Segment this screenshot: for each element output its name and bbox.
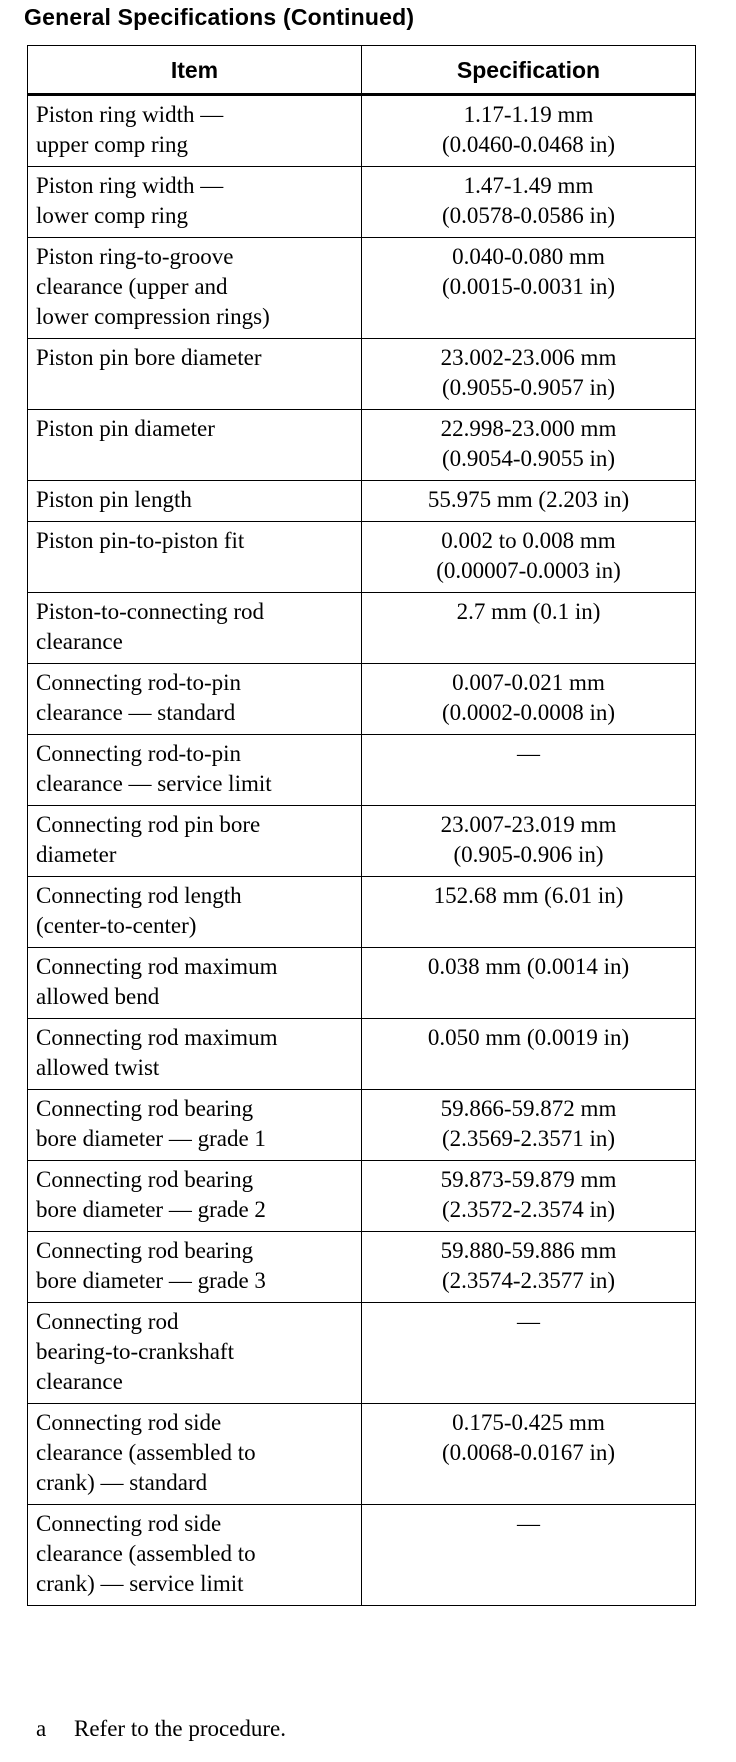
item-cell [28, 339, 362, 410]
specification-line: (0.0002-0.0008 in) [441, 700, 616, 725]
item-line: allowed bend [36, 984, 160, 1009]
specification-line: 0.040-0.080 mm [452, 244, 605, 269]
specification-line: 23.007-23.019 mm [440, 812, 617, 837]
specification-line: (0.9054-0.9055 in) [441, 446, 616, 471]
item-cell [28, 167, 362, 238]
specification-line: (0.0578-0.0586 in) [441, 203, 616, 228]
specification-line: 2.7 mm (0.1 in) [456, 599, 601, 624]
specification-cell [362, 522, 696, 593]
item-cell [28, 1232, 362, 1303]
specification-line: (0.0068-0.0167 in) [441, 1440, 616, 1465]
item-line: clearance — standard [36, 700, 236, 725]
specification-line: — [517, 741, 540, 766]
specification-cell [362, 948, 696, 1019]
item-line: Piston pin length [36, 487, 192, 512]
item-line: bore diameter — grade 1 [36, 1126, 266, 1151]
item-line: Piston-to-connecting rod [36, 599, 265, 624]
item-cell [28, 238, 362, 339]
table-row [28, 1303, 696, 1404]
item-line: Connecting rod pin bore [36, 812, 261, 837]
item-line: (center-to-center) [36, 913, 197, 938]
table-row [28, 735, 696, 806]
specification-cell [362, 735, 696, 806]
specification-cell [362, 664, 696, 735]
table-row [28, 664, 696, 735]
item-line: clearance (upper and [36, 274, 228, 299]
item-line: clearance [36, 1369, 123, 1394]
item-line: clearance (assembled to [36, 1541, 256, 1566]
specifications-table [27, 45, 696, 1606]
item-line: crank) — service limit [36, 1571, 244, 1596]
table-row [28, 339, 696, 410]
footnote-marker: a [36, 1716, 47, 1741]
item-line: Piston ring-to-groove [36, 244, 234, 269]
item-cell [28, 1019, 362, 1090]
item-line: clearance (assembled to [36, 1440, 256, 1465]
item-cell [28, 1161, 362, 1232]
specification-cell [362, 95, 696, 167]
item-cell [28, 593, 362, 664]
specification-line: (0.0015-0.0031 in) [441, 274, 616, 299]
specification-line: (2.3569-2.3571 in) [441, 1126, 616, 1151]
table-row [28, 522, 696, 593]
specification-cell [362, 1303, 696, 1404]
specification-cell [362, 1232, 696, 1303]
specification-line: 59.866-59.872 mm [440, 1096, 617, 1121]
specification-cell [362, 1505, 696, 1606]
specification-cell [362, 1161, 696, 1232]
item-line: lower comp ring [36, 203, 189, 228]
page-title: General Specifications (Continued) [24, 4, 415, 30]
specification-line: 0.175-0.425 mm [452, 1410, 605, 1435]
item-cell [28, 1303, 362, 1404]
specification-line: — [517, 1309, 540, 1334]
item-line: lower compression rings) [36, 304, 270, 329]
specification-line: 59.873-59.879 mm [440, 1167, 617, 1192]
table-row [28, 593, 696, 664]
specification-line: 0.050 mm (0.0019 in) [427, 1025, 630, 1050]
item-cell [28, 1090, 362, 1161]
table-row [28, 481, 696, 522]
specification-cell [362, 238, 696, 339]
specification-cell [362, 339, 696, 410]
item-line: Connecting rod-to-pin [36, 670, 242, 695]
item-cell [28, 95, 362, 167]
specification-line: 0.038 mm (0.0014 in) [427, 954, 630, 979]
specification-line: (0.00007-0.0003 in) [436, 558, 621, 583]
specification-cell [362, 1090, 696, 1161]
item-line: Connecting rod side [36, 1511, 222, 1536]
item-line: crank) — standard [36, 1470, 208, 1495]
item-line: bearing-to-crankshaft [36, 1339, 234, 1364]
specification-line: 0.002 to 0.008 mm [441, 528, 616, 553]
item-cell [28, 735, 362, 806]
item-line: bore diameter — grade 2 [36, 1197, 266, 1222]
table-row [28, 1505, 696, 1606]
item-line: Connecting rod side [36, 1410, 222, 1435]
specification-line: 152.68 mm (6.01 in) [433, 883, 624, 908]
specification-cell [362, 593, 696, 664]
table-row [28, 1090, 696, 1161]
item-line: Connecting rod bearing [36, 1167, 254, 1192]
item-line: Piston pin bore diameter [36, 345, 262, 370]
specification-line: — [517, 1511, 540, 1536]
table-row [28, 167, 696, 238]
table-row [28, 95, 696, 167]
item-line: Piston ring width — [36, 102, 224, 127]
table-row [28, 806, 696, 877]
footnote [36, 1716, 286, 1742]
table-body [28, 95, 696, 1606]
item-line: clearance — service limit [36, 771, 272, 796]
table-row [28, 877, 696, 948]
item-line: Piston ring width — [36, 173, 224, 198]
item-line: Piston pin-to-piston fit [36, 528, 245, 553]
specification-cell [362, 481, 696, 522]
item-cell [28, 1404, 362, 1505]
table-row [28, 1404, 696, 1505]
specification-cell [362, 877, 696, 948]
item-cell [28, 1505, 362, 1606]
item-cell [28, 877, 362, 948]
specification-line: (2.3572-2.3574 in) [441, 1197, 616, 1222]
item-line: Connecting rod bearing [36, 1096, 254, 1121]
specification-cell [362, 1019, 696, 1090]
specification-line: (2.3574-2.3577 in) [441, 1268, 616, 1293]
item-line: Connecting rod-to-pin [36, 741, 242, 766]
item-cell [28, 806, 362, 877]
table-row [28, 1161, 696, 1232]
item-line: clearance [36, 629, 123, 654]
item-line: Connecting rod length [36, 883, 242, 908]
item-cell [28, 481, 362, 522]
table-row [28, 1232, 696, 1303]
item-cell [28, 410, 362, 481]
column-header-item: Item [28, 46, 362, 95]
footnote-text: Refer to the procedure. [74, 1716, 287, 1741]
item-cell [28, 948, 362, 1019]
item-line: Connecting rod maximum [36, 1025, 278, 1050]
item-line: upper comp ring [36, 132, 189, 157]
item-line: Connecting rod bearing [36, 1238, 254, 1263]
item-line: Connecting rod [36, 1309, 179, 1334]
specification-line: 1.47-1.49 mm [463, 173, 594, 198]
specification-cell [362, 167, 696, 238]
item-line: diameter [36, 842, 117, 867]
table-row [28, 238, 696, 339]
item-cell [28, 664, 362, 735]
column-header-specification: Specification [362, 46, 696, 95]
specification-line: 22.998-23.000 mm [440, 416, 617, 441]
specification-line: (0.0460-0.0468 in) [441, 132, 616, 157]
specification-line: 1.17-1.19 mm [463, 102, 594, 127]
specification-cell [362, 806, 696, 877]
specification-line: (0.905-0.906 in) [453, 842, 604, 867]
specification-line: (0.9055-0.9057 in) [441, 375, 616, 400]
specification-line: 55.975 mm (2.203 in) [427, 487, 630, 512]
specification-cell [362, 1404, 696, 1505]
item-line: Connecting rod maximum [36, 954, 278, 979]
item-line: allowed twist [36, 1055, 160, 1080]
specification-cell [362, 410, 696, 481]
table-row [28, 948, 696, 1019]
item-line: Piston pin diameter [36, 416, 215, 441]
table-row [28, 410, 696, 481]
specification-line: 0.007-0.021 mm [452, 670, 605, 695]
item-line: bore diameter — grade 3 [36, 1268, 266, 1293]
specification-line: 59.880-59.886 mm [440, 1238, 617, 1263]
specification-line: 23.002-23.006 mm [440, 345, 617, 370]
table-header-row [28, 46, 696, 95]
item-cell [28, 522, 362, 593]
table-row [28, 1019, 696, 1090]
